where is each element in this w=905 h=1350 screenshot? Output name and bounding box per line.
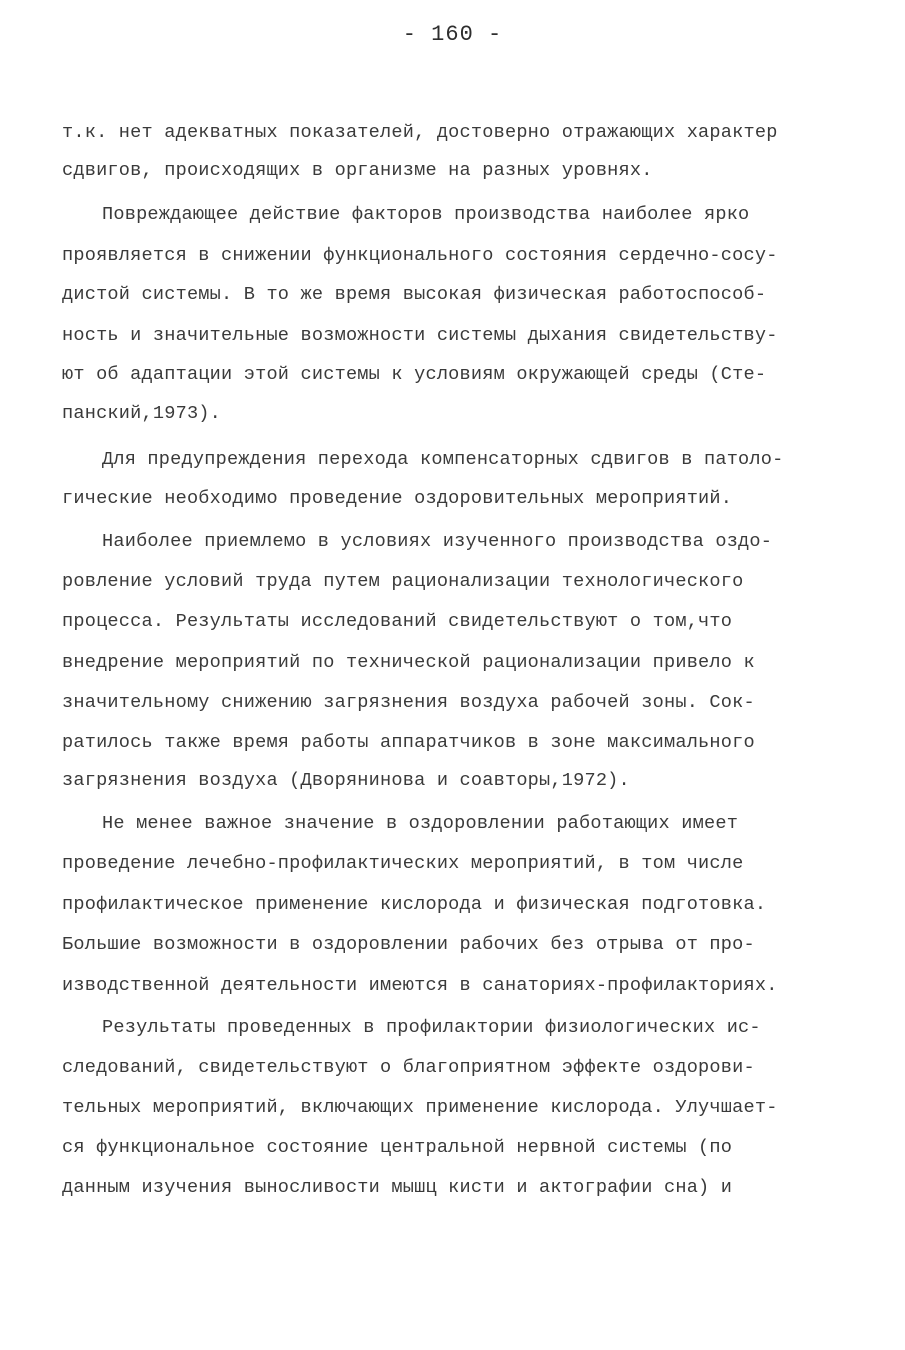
- text-line-26: ся функциональное состояние центральной нервной системы (по: [62, 1137, 733, 1158]
- text-line-17: загрязнения воздуха (Дворянинова и соавторы,1972).: [62, 770, 630, 791]
- text-line-8: панский,1973).: [62, 403, 222, 424]
- text-line-18: Не менее важное значение в оздоровлении работающих имеет: [102, 813, 739, 834]
- text-line-5: дистой системы. В то же время высокая физическая работоспособ-: [62, 284, 767, 305]
- text-line-12: ровление условий труда путем рационализации технологического: [62, 571, 744, 592]
- text-line-10: гические необходимо проведение оздоровительных мероприятий.: [62, 488, 733, 509]
- text-line-25: тельных мероприятий, включающих применение кислорода. Улучшает-: [62, 1097, 778, 1118]
- text-line-6: ность и значительные возможности системы дыхания свидетельству-: [62, 325, 778, 346]
- text-line-15: значительному снижению загрязнения воздуха рабочей зоны. Сок-: [62, 692, 755, 713]
- text-line-21: Большие возможности в оздоровлении рабочих без отрыва от про-: [62, 934, 755, 955]
- text-line-13: процесса. Результаты исследований свидетельствуют о том,что: [62, 611, 733, 632]
- text-line-19: проведение лечебно-профилактических мероприятий, в том числе: [62, 853, 744, 874]
- text-line-2: сдвигов, происходящих в организме на разных уровнях.: [62, 160, 653, 181]
- page-number: - 160 -: [402, 22, 503, 47]
- text-line-27: данным изучения выносливости мышц кисти и актографии сна) и: [62, 1177, 733, 1198]
- text-line-3: Повреждающее действие факторов производства наиболее ярко: [102, 204, 750, 225]
- text-line-7: ют об адаптации этой системы к условиям окружающей среды (Сте-: [62, 364, 767, 385]
- text-line-14: внедрение мероприятий по технической рационализации привело к: [62, 652, 755, 673]
- text-line-16: ратилось также время работы аппаратчиков в зоне максимального: [62, 732, 755, 753]
- text-line-24: следований, свидетельствуют о благоприятном эффекте оздорови-: [62, 1057, 755, 1078]
- text-line-1: т.к. нет адекватных показателей, достоверно отражающих характер: [62, 122, 778, 143]
- text-line-22: изводственной деятельности имеются в санаториях-профилакториях.: [62, 975, 778, 996]
- text-line-9: Для предупреждения перехода компенсаторных сдвигов в патоло-: [102, 449, 784, 470]
- text-line-4: проявляется в снижении функционального состояния сердечно-сосу-: [62, 245, 778, 266]
- text-line-20: профилактическое применение кислорода и физическая подготовка.: [62, 894, 767, 915]
- text-line-11: Наиболее приемлемо в условиях изученного производства оздо-: [102, 531, 773, 552]
- text-line-23: Результаты проведенных в профилактории физиологических ис-: [102, 1017, 761, 1038]
